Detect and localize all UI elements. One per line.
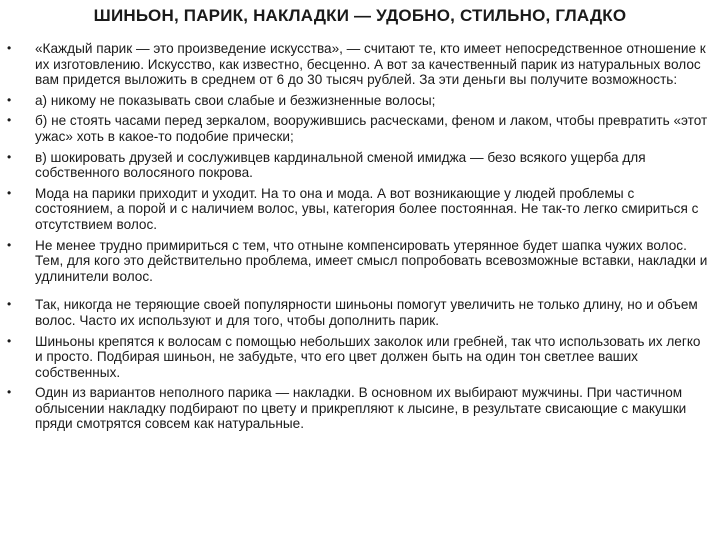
- bullet-text: Не менее трудно примириться с тем, что отныне компенсировать утерянное будет шапка чужих волос. Тем, для кого это действительно проблема, имеет смысл попробовать всевозможные вставки, накладки и удлинители волос.: [35, 237, 708, 284]
- bullet-dot-icon: •: [7, 185, 12, 200]
- bullet-item: [0, 93, 720, 109]
- bullet-text: Один из вариантов неполного парика — накладки. В основном их выбирают мужчины. При частичном облысении накладку подбирают по цвету и прикрепляют к лысине, в результате свисающие с макушки пряди смотрятся совсем как натуральные.: [35, 385, 687, 432]
- bullet-dot-icon: •: [7, 385, 12, 400]
- bullet-text: «Каждый парик — это произведение искусства», — считают те, кто имеет непосредственное отношение к их изготовлению. Искусство, как известно, бесценно. А вот за качественный парик из натуральных волос вам придется выложить в среднем от 6 до 30 тысяч рублей. За эти деньги вы получите возможность:: [35, 41, 706, 88]
- bullet-dot-icon: •: [7, 333, 12, 348]
- bullet-item: [0, 41, 720, 88]
- bullet-item: [0, 334, 720, 381]
- bullet-list: [0, 41, 720, 437]
- bullet-dot-icon: •: [7, 237, 12, 252]
- bullet-dot-icon: •: [7, 149, 12, 164]
- bullet-text: а) никому не показывать свои слабые и безжизненные волосы;: [35, 92, 436, 108]
- bullet-text: Так, никогда не теряющие своей популярности шиньоны помогут увеличить не только длину, но и объем волос. Часто их используют и для того, чтобы дополнить парик.: [35, 297, 698, 328]
- bullet-item: [0, 186, 720, 233]
- bullet-text: б) не стоять часами перед зеркалом, вооружившись расческами, феном и лаком, чтобы превратить «этот ужас» хоть в какое-то подобие прически;: [35, 113, 708, 144]
- bullet-item: [0, 113, 720, 144]
- bullet-text: в) шокировать друзей и сослуживцев кардинальной сменой имиджа — безо всякого ущерба для собственного волосяного покрова.: [35, 149, 646, 181]
- bullet-dot-icon: •: [7, 41, 12, 55]
- bullet-item: [0, 385, 720, 432]
- bullet-text: Мода на парики приходит и уходит. На то она и мода. А вот возникающие у людей проблемы с состоянием, а порой и с наличием волос, увы, категория более постоянная. Не так-то легко смириться с отсутствием волос.: [35, 185, 699, 232]
- bullet-item: [0, 238, 720, 285]
- slide-title: ШИНЬОН, ПАРИК, НАКЛАДКИ — УДОБНО, СТИЛЬНО, ГЛАДКО: [93, 6, 627, 25]
- bullet-item: [0, 150, 720, 181]
- bullet-dot-icon: •: [7, 92, 12, 107]
- bullet-text: Шиньоны крепятся к волосам с помощью небольших заколок или гребней, так что использовать их легко и просто. Подбирая шиньон, не забудьте, что его цвет должен быть на один тон светлее ваших собственных.: [35, 333, 701, 380]
- bullet-dot-icon: •: [7, 297, 12, 312]
- bullet-item: [0, 297, 720, 328]
- bullet-dot-icon: •: [7, 113, 12, 128]
